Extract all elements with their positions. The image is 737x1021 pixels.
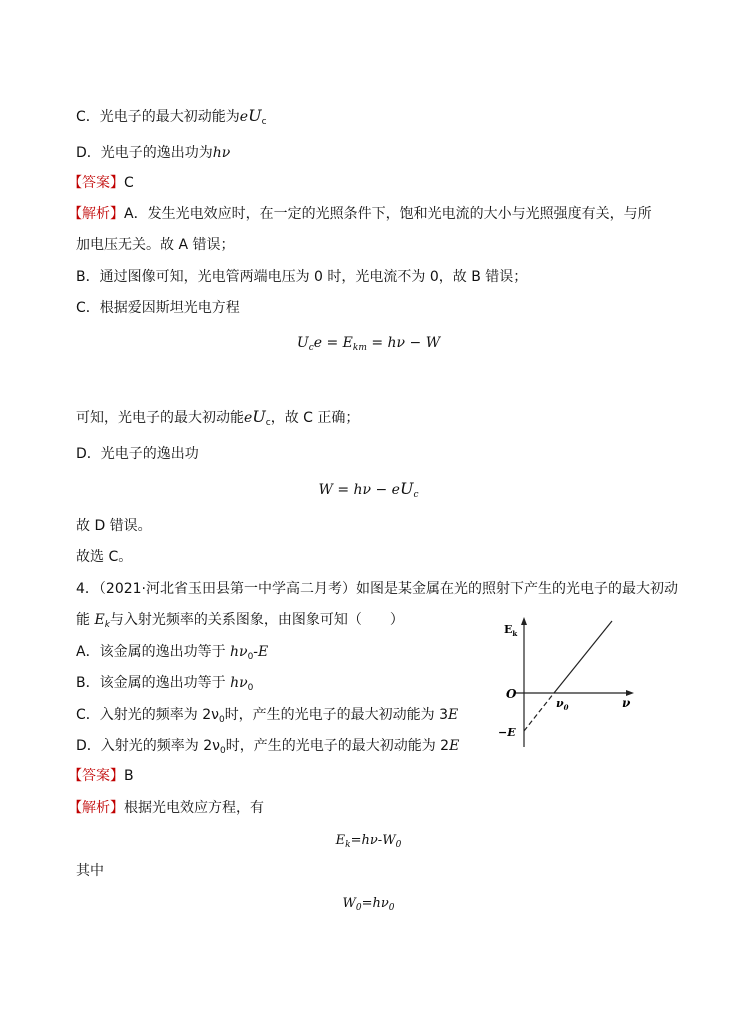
ek-line xyxy=(554,621,612,693)
q3-analysis-c: C．根据爱因斯坦光电方程 xyxy=(76,300,240,316)
answer-tag: 【答案】 xyxy=(68,175,124,191)
y-axis-arrow xyxy=(521,617,527,625)
origin-label: O xyxy=(506,687,517,701)
q4-equation-photoelectric: $E_k=h\nu-W_0$ xyxy=(335,833,402,850)
analysis-tag: 【解析】 xyxy=(68,800,124,816)
q3-option-c: C．光电子的最大初动能为$eU_c$ xyxy=(76,106,267,127)
q3-answer: 【答案】C xyxy=(68,175,134,191)
q4-answer: 【答案】B xyxy=(68,768,134,784)
q4-analysis: 【解析】根据光电效应方程，有 xyxy=(68,800,264,816)
q3-conclusion-c: 可知，光电子的最大初动能$eU_c$，故 C 正确； xyxy=(76,407,360,428)
q4-option-a: A．该金属的逸出功等于 $h\nu_0-E$ xyxy=(76,644,269,662)
q3-formula-work: $W = h\nu - eU_c$ xyxy=(318,479,419,500)
q3-option-d: D．光电子的逸出功为hν xyxy=(76,145,231,161)
q4-option-c: C．入射光的频率为 $2\nu_0$时，产生的光电子的最大初动能为 3E xyxy=(76,707,459,725)
q4-option-d: D．入射光的频率为 $2\nu_0$时，产生的光电子的最大初动能为 2E xyxy=(76,738,460,756)
analysis-tag: 【解析】 xyxy=(68,206,124,222)
q3-analysis-d: D．光电子的逸出功 xyxy=(76,446,199,462)
y-axis-label: $E_k$ xyxy=(504,623,518,638)
q4-stem-line1: 4．（2021·河北省玉田县第一中学高二月考）如图是某金属在光的照射下产生的光电子的最大初动 xyxy=(76,581,678,597)
q4-among: 其中 xyxy=(76,863,104,879)
q3-choose: 故选 C。 xyxy=(76,549,133,565)
q4-equation-work-function: $W_0=h\nu_0$ xyxy=(342,896,395,913)
q3-analysis-a-line1: 【解析】A．发生光电效应时，在一定的光照条件下，饱和光电流的大小与光照强度有关，与所 xyxy=(68,206,652,222)
q4-stem-line2: 能 $E_k$与入射光频率的关系图象，由图象可知（ ） xyxy=(76,612,404,630)
q3-d-wrong: 故 D 错误。 xyxy=(76,518,152,534)
q3-analysis-a-line2: 加电压无关。故 A 错误； xyxy=(76,237,235,253)
intercept-x-label: $\nu_0$ xyxy=(556,697,569,712)
x-axis-label: ν xyxy=(622,696,631,710)
q3-formula-einstein: $U_ce = E_{km} = h\nu - W$ xyxy=(296,335,441,353)
answer-tag: 【答案】 xyxy=(68,768,124,784)
dashed-extension-line xyxy=(524,693,554,731)
intercept-y-label: −E xyxy=(498,726,516,739)
q4-option-b: B．该金属的逸出功等于 $h\nu_0$ xyxy=(76,675,254,693)
ek-frequency-graph xyxy=(494,615,644,755)
q3-analysis-b: B．通过图像可知，光电管两端电压为 0 时，光电流不为 0，故 B 错误； xyxy=(76,269,528,285)
